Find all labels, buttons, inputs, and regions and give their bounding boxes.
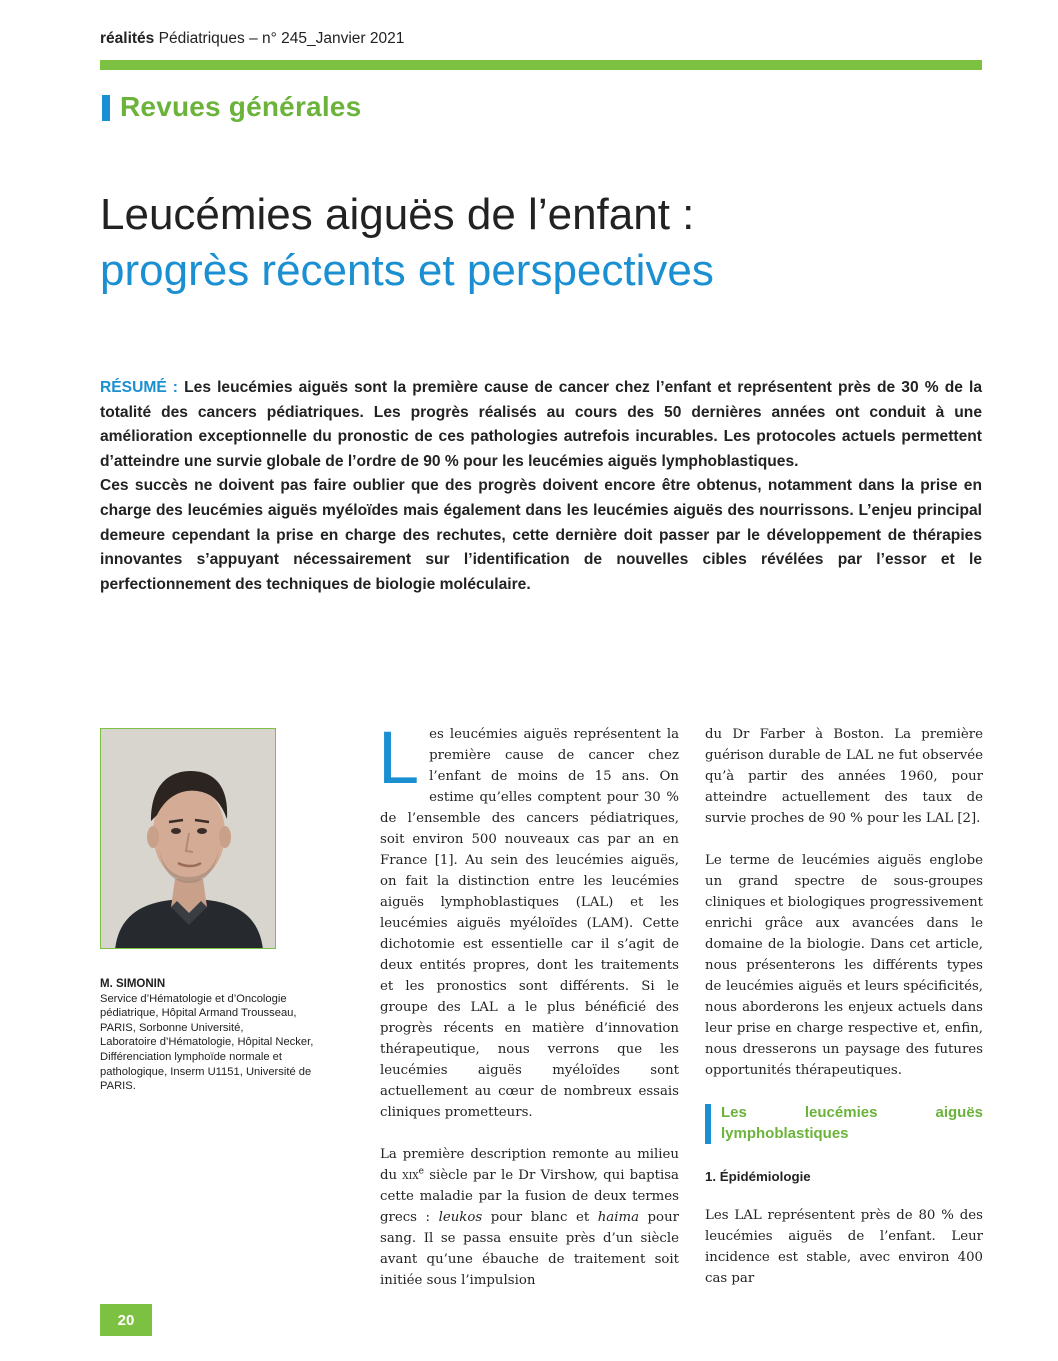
body-paragraph-5: Les LAL représentent près de 80 % des leucémies aiguës de l’enfant. Leur incidence est stable, avec environ 400 cas par [705, 1208, 983, 1286]
author-photo [100, 728, 276, 949]
century-numeral: xix [402, 1168, 419, 1183]
abstract-lead: RÉSUMÉ : [100, 379, 179, 396]
century-superscript: e [418, 1166, 424, 1177]
subsubsection-title: 1. Épidémiologie [705, 1169, 811, 1184]
author-affiliation-1: Service d’Hématologie et d’Oncologie pédiatrique, Hôpital Armand Trousseau, PARIS, Sorbonne Université, [100, 992, 297, 1034]
subsection-marker [705, 1104, 711, 1144]
subsection-heading [705, 1102, 983, 1144]
body-text-2d: pour sang. Il se passa ensuite près d’un siècle avant qu’une ébauche de traitement soit initiée sous l’impulsion [380, 1210, 679, 1288]
author-portrait-image [101, 729, 276, 949]
abstract-paragraph-2: Ces succès ne doivent pas faire oublier que des progrès doivent encore être obtenus, notamment dans la prise en charge des leucémies aiguës myéloïdes mais également dans les leucémies aiguës des nourrissons. L’enjeu principal demeure cependant la prise en charge des rechutes, cette dernière doit passer par le développement de thérapies innovantes s’appuyant nécessairement sur l’identification de nouvelles cibles révélées par l’essor et le perfectionnement des techniques de biologie moléculaire. [100, 477, 982, 593]
section-title: Revues générales [120, 91, 362, 122]
page-number: 20 [100, 1304, 152, 1336]
body-paragraph-2 [380, 1144, 679, 1291]
author-block [100, 977, 320, 1094]
body-column-2 [705, 724, 983, 1310]
body-text-2a: La première description remonte au milieu du [380, 1147, 679, 1183]
body-paragraph-3: du Dr Farber à Boston. La première guérison durable de LAL ne fut observée qu’à partir des années 1960, pour atteindre actuellement des taux de survie proches de 90 % pour les LAL [2]. [705, 727, 983, 826]
body-column-1 [378, 716, 679, 1312]
running-header [100, 30, 404, 48]
header-rule [100, 60, 982, 70]
drop-cap: L [378, 716, 420, 799]
body-paragraph-4: Le terme de leucémies aiguës englobe un grand spectre de sous-groupes cliniques et biologiques progressivement enrichi grâce aux avancées dans le domaine de la biologie. Dans cet article, nous présenterons les différents types de leucémies aiguës et leurs spécificités, nous aborderons les enjeux actuels dans leur prise en charge respective et, enfin, nous dresserons un paysage des futures opportunités thérapeutiques. [705, 853, 983, 1078]
body-text-1: es leucémies aiguës représentent la première cause de cancer chez l’enfant de moins de 15 ans. On estime qu’elles comptent pour 30 % de l’ensemble des cancers pédiatriques, soit environ 500 nouveaux cas par an en France [1]. Au sein des leucémies aiguës, on fait la distinction entre les leucémies aiguës lymphoblastiques (LAL) et les leucémies aiguës myéloïdes (LAM). Cette dichotomie est essentielle car il s’agit de deux entités propres, dont les traitements et les pronostics sont différents. Si le groupe des LAL a le plus bénéficié des progrès récents en matière d’innovation thérapeutique, nous verrons que les leucémies aiguës myéloïdes sont actuellement au cœur de nombreux essais cliniques prometteurs. [380, 727, 679, 1120]
abstract-text-1: Les leucémies aiguës sont la première cause de cancer chez l’enfant et représentent près de 30 % de la totalité des cancers pédiatriques. Les progrès réalisés au cours des 50 dernières années ont conduit à une amélioration exceptionnelle du pronostic de ces pathologies autrefois incurables. Les protocoles actuels permettent d’atteindre une survie globale de l’ordre de 90 % pour les leucémies aiguës lymphoblastiques. [100, 379, 982, 470]
journal-issue: Pédiatriques – n° 245_Janvier 2021 [158, 30, 405, 47]
article-subtitle: progrès récents et perspectives [100, 246, 714, 295]
abstract-paragraph-1 [100, 376, 982, 474]
term-haima: haima [597, 1210, 639, 1225]
term-leukos: leukos [438, 1210, 483, 1225]
body-text-2b: siècle par le Dr Virshow, qui baptisa cette maladie par la fusion de deux termes grecs : [380, 1168, 679, 1225]
abstract [100, 376, 982, 597]
section-marker [102, 95, 110, 121]
body-text-2c: pour blanc et [482, 1210, 598, 1225]
author-affiliation-2: Laboratoire d’Hématologie, Hôpital Necker, Différenciation lymphoïde normale et pathologique, Inserm U1151, Université de PARIS. [100, 1036, 314, 1093]
body-paragraph-1 [378, 716, 679, 1123]
journal-brand: réalités [100, 30, 155, 47]
article-title: Leucémies aiguës de l’enfant : [100, 190, 695, 239]
subsection-title: Les leucémies aiguës lymphoblastiques [721, 1104, 983, 1142]
author-name: M. SIMONIN [100, 978, 166, 990]
